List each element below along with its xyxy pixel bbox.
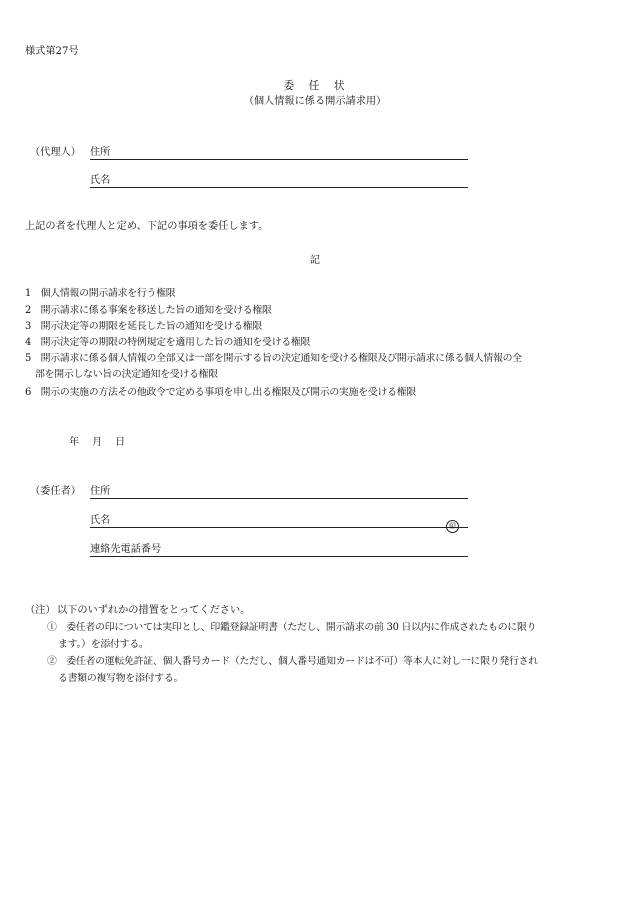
ki-heading: 記 [309,255,321,266]
agent-name-line[interactable] [90,187,468,188]
delegation-statement: 上記の者を代理人と定め、下記の事項を委任します。 [25,221,269,232]
note-line-continuation: る書類の複写物を添付する。 [58,673,184,684]
note-label: （注） [25,605,56,616]
list-item: 1 個人情報の開示請求を行う権限 [25,288,176,299]
principal-address-line[interactable] [90,498,468,499]
date-month-label: 月 [92,437,103,448]
list-item: 6 開示の実施の方法その他政令で定める事項を申し出る権限及び開示の実施を受ける権限 [25,387,417,398]
date-day-label: 日 [115,437,126,448]
list-item: 5 開示請求に係る個人情報の全部又は一部を開示する旨の決定通知を受ける権限及び開示請求に係る個人情報の全 [25,353,522,364]
note-intro: 以下のいずれかの措置をとってください。 [57,605,251,616]
principal-phone-label: 連絡先電話番号 [90,544,162,555]
seal-mark [446,515,459,533]
date-year-label: 年 [69,437,80,448]
document-title: 委 任 状 [283,80,347,92]
list-item: 3 開示決定等の期限を延長した旨の通知を受ける権限 [25,321,263,332]
agent-name-label: 氏名 [90,175,111,186]
document-subtitle: （個人情報に係る開示請求用） [243,96,387,107]
agent-address-label: 住所 [90,147,111,158]
list-item-continuation: 部を開示しない旨の決定通知を受ける権限 [35,369,218,380]
note-line-continuation: ます。）を添付する。 [58,639,149,650]
list-item: 4 開示決定等の期限の特例規定を適用した旨の通知を受ける権限 [25,337,311,348]
seal-icon: ㊞ [446,520,459,533]
principal-phone-line[interactable] [90,556,468,557]
agent-role-label: （代理人） [30,147,81,158]
principal-role-label: （委任者） [30,486,81,497]
agent-address-line[interactable] [90,159,468,160]
principal-name-line[interactable] [90,527,468,528]
principal-address-label: 住所 [90,486,111,497]
form-number: 様式第27号 [25,46,79,57]
note-line: ① 委任者の印については実印とし、印鑑登録証明書（ただし、開示請求の前 30 日以内に作成されたものに限り [47,622,537,633]
note-line: ② 委任者の運転免許証、個人番号カード（ただし、個人番号通知カードは不可）等本人に対し一に限り発行され [47,656,538,667]
list-item: 2 開示請求に係る事案を移送した旨の通知を受ける権限 [25,305,272,316]
principal-name-label: 氏名 [90,515,111,526]
